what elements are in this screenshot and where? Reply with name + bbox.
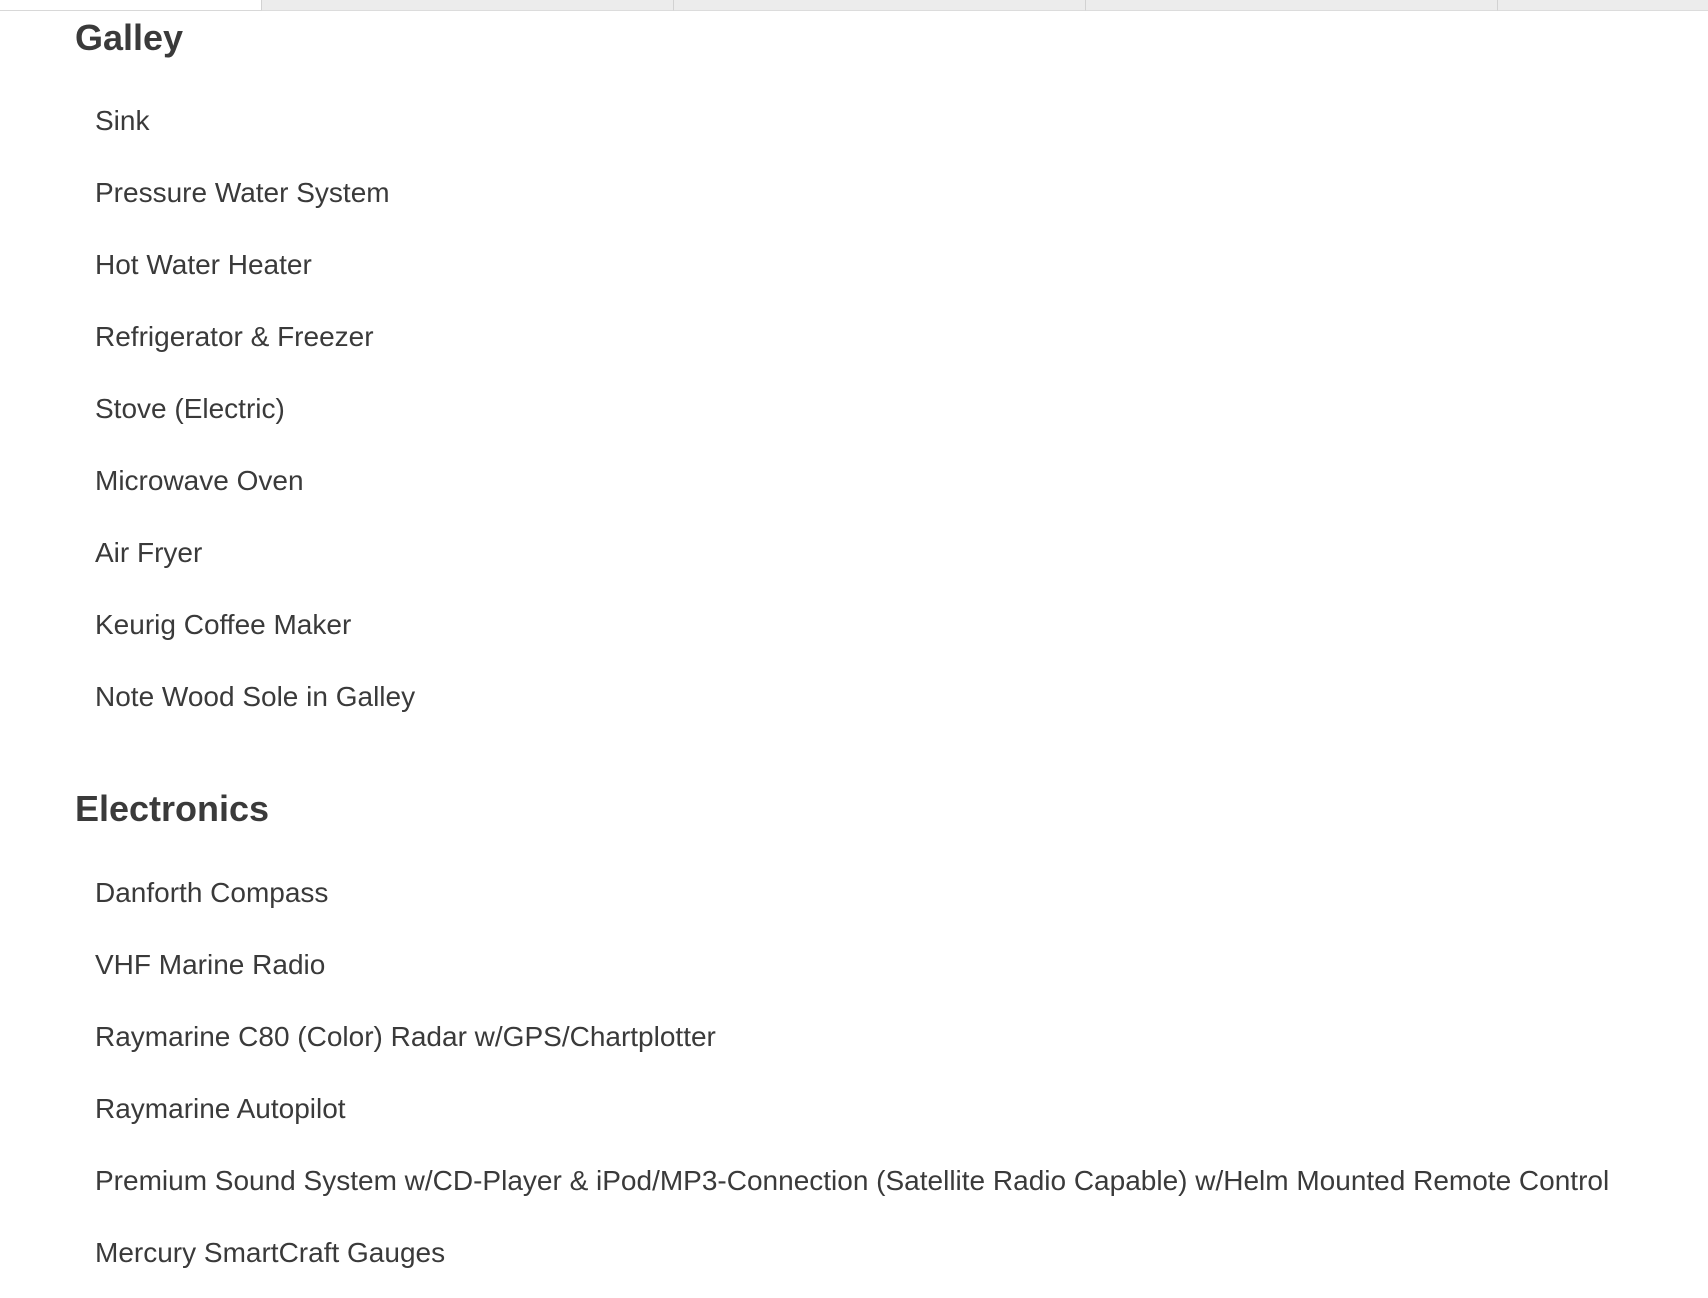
tab-3[interactable] xyxy=(673,0,1085,11)
list-item: Sink xyxy=(95,105,150,136)
list-item: Premium Sound System w/CD-Player & iPod/MP3-Connection (Satellite Radio Capable) w/Helm Mounted Remote Control xyxy=(95,1165,1610,1196)
list-item: Danforth Compass xyxy=(95,877,329,908)
section-heading-electronics: Electronics xyxy=(75,788,270,829)
list-item: Pressure Water System xyxy=(95,177,390,208)
list-item: Mercury SmartCraft Gauges xyxy=(95,1237,446,1268)
list-item: Refrigerator & Freezer xyxy=(95,321,374,352)
list-item: Keurig Coffee Maker xyxy=(95,609,352,640)
list-item: Note Wood Sole in Galley xyxy=(95,681,416,712)
tab-1[interactable] xyxy=(0,0,261,11)
list-item: Hot Water Heater xyxy=(95,249,312,280)
list-item: Air Fryer xyxy=(95,537,203,568)
tab-2[interactable] xyxy=(261,0,673,11)
tab-strip xyxy=(0,0,1708,11)
list-item: Stove (Electric) xyxy=(95,393,285,424)
tab-5[interactable] xyxy=(1497,0,1708,11)
list-item: Raymarine Autopilot xyxy=(95,1093,346,1124)
list-item: Raymarine C80 (Color) Radar w/GPS/Chartplotter xyxy=(95,1021,716,1052)
tab-4[interactable] xyxy=(1085,0,1497,11)
list-item: VHF Marine Radio xyxy=(95,949,326,980)
list-item: Microwave Oven xyxy=(95,465,304,496)
section-heading-galley: Galley xyxy=(75,17,184,58)
